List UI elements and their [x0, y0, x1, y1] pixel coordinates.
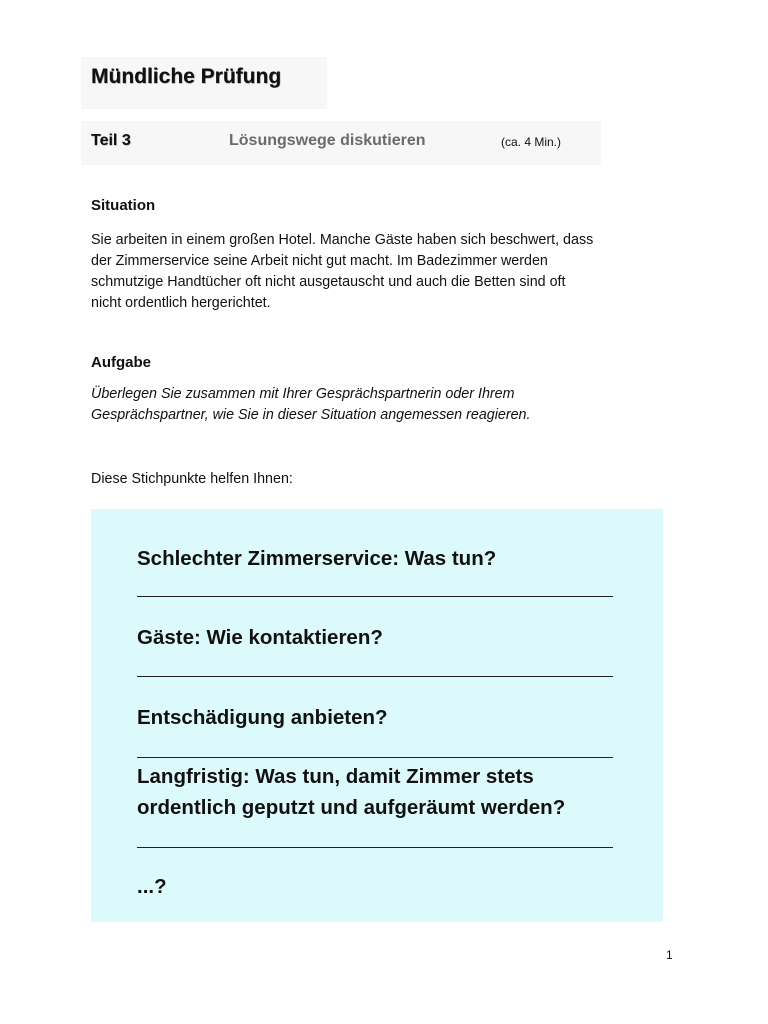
- page-title: Mündliche Prüfung: [81, 57, 327, 109]
- situation-text: [91, 230, 691, 314]
- bullet-item: ...?: [137, 875, 167, 898]
- bullet-item: Langfristig: Was tun, damit Zimmer stets: [137, 765, 534, 788]
- hint-intro: Diese Stichpunkte helfen Ihnen:: [91, 471, 293, 487]
- part-topic: Lösungswege diskutieren: [229, 132, 426, 149]
- task-text: [91, 384, 691, 426]
- bullet-item: Gäste: Wie kontaktieren?: [137, 626, 383, 649]
- bullet-item: ordentlich geputzt und aufgeräumt werden?: [137, 796, 566, 819]
- part-time: (ca. 4 Min.): [501, 135, 562, 149]
- bullet-item: Schlechter Zimmerservice: Was tun?: [137, 547, 497, 570]
- bullet-item: Entschädigung anbieten?: [137, 706, 388, 729]
- answer-line: [137, 676, 613, 677]
- task-line: Gesprächspartner, wie Sie in dieser Situation angemessen reagieren.: [91, 407, 531, 423]
- answer-line: [137, 757, 613, 758]
- situation-line: nicht ordentlich hergerichtet.: [91, 295, 271, 311]
- situation-heading: Situation: [91, 197, 156, 214]
- bullet-box: [91, 509, 663, 922]
- situation-line: Sie arbeiten in einem großen Hotel. Manche Gäste haben sich beschwert, dass: [91, 232, 594, 248]
- part-label: Teil 3: [91, 132, 131, 149]
- task-line: Überlegen Sie zusammen mit Ihrer Gesprächspartnerin oder Ihrem: [91, 386, 515, 402]
- situation-line: schmutzige Handtücher oft nicht ausgetauscht und auch die Betten sind oft: [91, 274, 566, 290]
- part-header: [81, 121, 601, 165]
- answer-line: [137, 596, 613, 597]
- answer-line: [137, 847, 613, 848]
- situation-line: der Zimmerservice seine Arbeit nicht gut macht. Im Badezimmer werden: [91, 253, 548, 269]
- page-number: 1: [666, 948, 673, 962]
- task-heading: Aufgabe: [91, 354, 151, 371]
